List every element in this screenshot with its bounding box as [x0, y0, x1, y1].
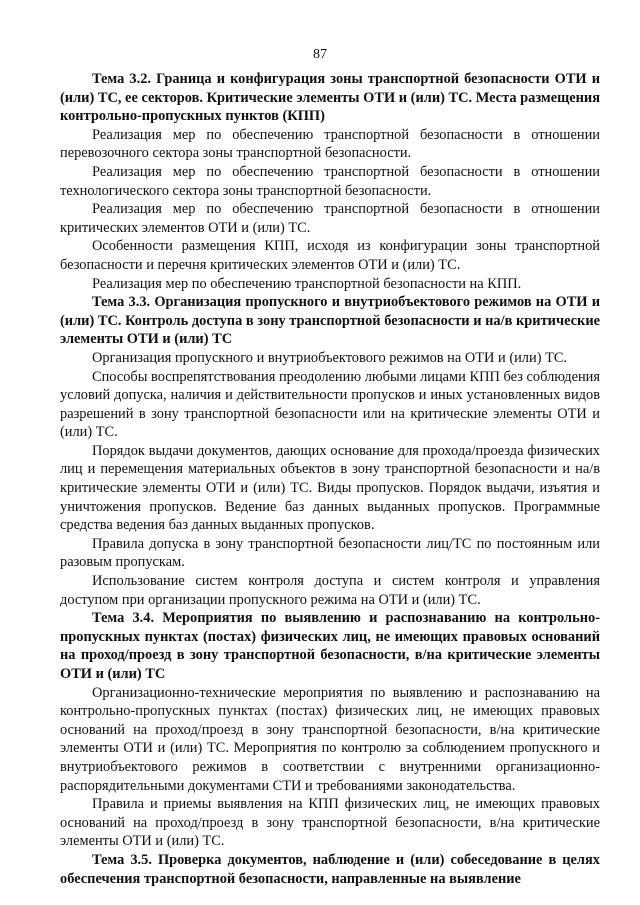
paragraph: Особенности размещения КПП, исходя из конфигурации зоны транспортной безопасности и перечня критических элементов ОТИ и (или) ТС.: [60, 238, 600, 273]
paragraph: Реализация мер по обеспечению транспортной безопасности в отношении перевозочного сектора зоны транспортной безопасности.: [60, 126, 600, 162]
page-number: 87: [313, 47, 327, 62]
paragraph: Реализация мер по обеспечению транспортной безопасности на КПП.: [92, 275, 522, 292]
paragraph: Организационно-технические мероприятия по выявлению и распознаванию на контрольно-пропускных пунктах (постах) физических лиц, не имеющих правовых оснований на проход/проезд в зону транспортной безопасности, в/на критические элементы ОТИ и (или) ТС. Мероприятия по контролю за соблюдением пропускного и внутриобъектового режимов в соответствии с внутренними организационно-распорядительными документами СТИ и требованиями законодательства.: [60, 684, 600, 794]
paragraph: Порядок выдачи документов, дающих основание для прохода/проезда физических лиц и перемещения материальных объектов в зону транспортной безопасности и на/в критические элементы ОТИ и (или) ТС. Виды пропусков. Порядок выдачи, изъятия и уничтожения пропусков. Ведение баз данных выданных пропусков. Программные средства ведения баз данных выданных пропусков.: [60, 442, 600, 534]
document-body: [60, 70, 600, 888]
paragraph: Реализация мер по обеспечению транспортной безопасности в отношении технологического сектора зоны транспортной безопасности.: [60, 163, 600, 199]
heading-topic-3-5: Тема 3.5. Проверка документов, наблюдение и (или) собеседование в целях обеспечения транспортной безопасности, направленные на выявление: [60, 851, 600, 887]
heading-topic-3-3: Тема 3.3. Организация пропускного и внутриобъектового режимов на ОТИ и (или) ТС. Контроль доступа в зону транспортной безопасности и на/в критические элементы ОТИ и (или) ТС: [60, 294, 600, 348]
paragraph: Правила допуска в зону транспортной безопасности лиц/ТС по постоянным или разовым пропускам.: [60, 535, 600, 571]
heading-topic-3-2: Тема 3.2. Граница и конфигурация зоны транспортной безопасности ОТИ и (или) ТС, ее секторов. Критические элементы ОТИ и (или) ТС. Места размещения контрольно-пропускных пунктов (КПП): [60, 71, 600, 125]
paragraph: Способы воспрепятствования преодолению любыми лицами КПП без соблюдения условий допуска, наличия и действительности пропусков и иных установленных видов разрешений в зону транспортной безопасности или на критические элементы ОТИ и (или) ТС.: [60, 368, 600, 441]
heading-topic-3-4: Тема 3.4. Мероприятия по выявлению и распознаванию на контрольно-пропускных пунктах (постах) физических лиц, не имеющих правовых оснований на проход/проезд в зону транспортной безопасности, в/на критические элементы ОТИ и (или) ТС: [60, 610, 600, 682]
paragraph: Организация пропускного и внутриобъектового режимов на ОТИ и (или) ТС.: [92, 349, 568, 366]
paragraph: Реализация мер по обеспечению транспортной безопасности в отношении критических элементов ОТИ и (или) ТС.: [60, 201, 600, 236]
paragraph: Использование систем контроля доступа и систем контроля и управления доступом при организации пропускного режима на ОТИ и (или) ТС.: [60, 573, 600, 608]
paragraph: Правила и приемы выявления на КПП физических лиц, не имеющих правовых оснований на проход/проезд в зону транспортной безопасности, в/на критические элементы ОТИ и (или) ТС.: [60, 796, 600, 850]
